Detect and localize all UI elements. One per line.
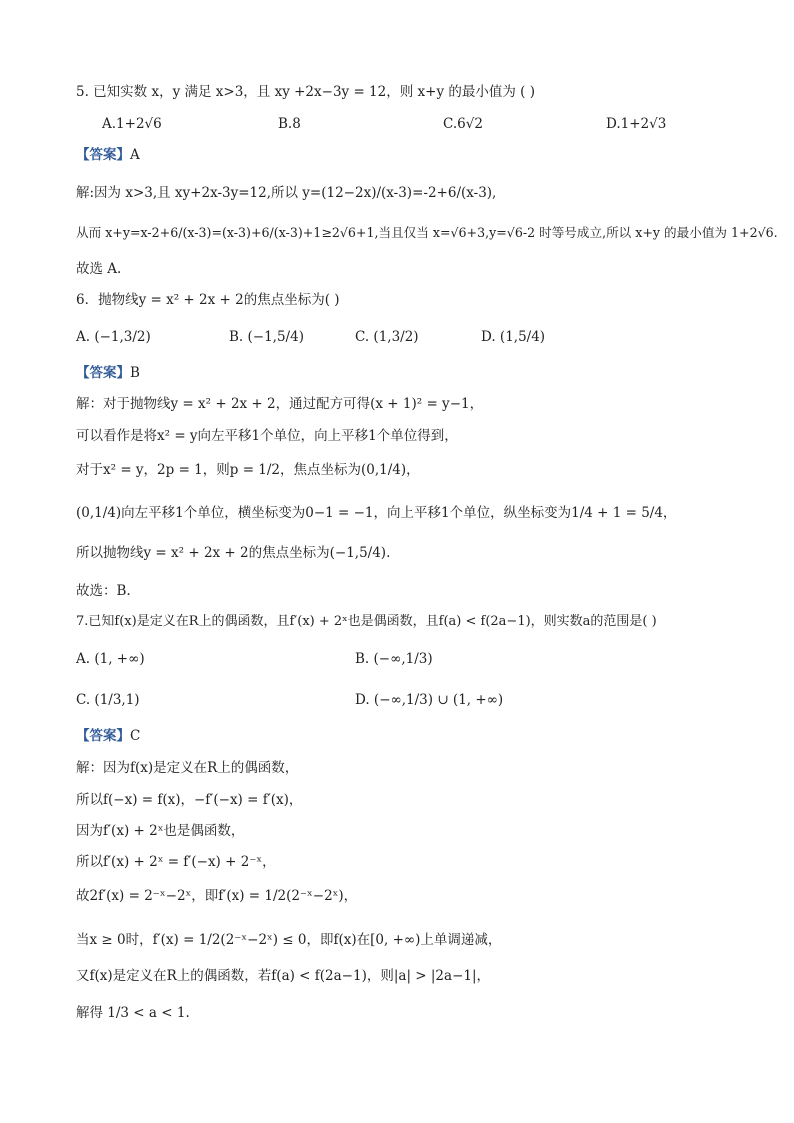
q6-solution-line-4: (0,1/4)向左平移1个单位，横坐标变为0−1 = −1，向上平移1个单位，纵坐标变为1/4 + 1 = 5/4， — [76, 505, 677, 521]
q6-solution-line-2: 可以看作是将x² = y向左平移1个单位，向上平移1个单位得到， — [76, 428, 458, 444]
q6-solution-line-1: 解：对于抛物线y = x² + 2x + 2，通过配方可得(x + 1)² = y−1， — [76, 396, 484, 412]
q7-solution-line-4: 所以f′(x) + 2ˣ = f′(−x) + 2⁻ˣ， — [76, 854, 276, 870]
q5-answer-tag: 【答案】 — [76, 147, 130, 163]
q7-option-b: B. (−∞,1/3) — [355, 651, 433, 667]
q6-solution-line-6: 故选：B. — [76, 583, 131, 599]
q5-answer-value: A — [130, 147, 140, 163]
q7-option-c: C. (1/3,1) — [76, 692, 140, 708]
q7-option-a: A. (1, +∞) — [76, 651, 145, 667]
q5-option-a: A.1+2√6 — [102, 116, 162, 132]
q7-answer-tag: 【答案】 — [76, 728, 130, 744]
q7-option-d: D. (−∞,1/3) ∪ (1, +∞) — [355, 692, 504, 708]
q6-solution-line-5: 所以抛物线y = x² + 2x + 2的焦点坐标为(−1,5/4). — [76, 545, 391, 561]
q6-option-d: D. (1,5/4) — [481, 329, 546, 345]
q6-solution-line-3: 对于x² = y，2p = 1，则p = 1/2，焦点坐标为(0,1/4)， — [76, 462, 420, 478]
q5-option-b: B.8 — [278, 116, 301, 132]
q6-option-a: A. (−1,3/2) — [76, 329, 151, 345]
q7-answer-line — [76, 726, 140, 746]
q6-option-c: C. (1,3/2) — [355, 329, 419, 345]
q6-answer-tag: 【答案】 — [76, 365, 130, 381]
q7-solution-line-7: 又f(x)是定义在R上的偶函数，若f(a) < f(2a−1)，则|a| > |2a−1|， — [76, 968, 491, 984]
q5-stem: 5. 已知实数 x，y 满足 x>3，且 xy +2x−3y = 12，则 x+y 的最小值为 ( ) — [76, 84, 535, 100]
q7-stem: 7.已知f(x)是定义在R上的偶函数，且f′(x) + 2ˣ也是偶函数，且f(a) < f(2a−1)，则实数a的范围是( ) — [76, 614, 657, 629]
q7-solution-line-3: 因为f′(x) + 2ˣ也是偶函数， — [76, 823, 245, 839]
q6-answer-line — [76, 363, 140, 383]
q6-option-b: B. (−1,5/4) — [229, 329, 304, 345]
q5-solution-line-2: 从而 x+y=x-2+6/(x-3)=(x-3)+6/(x-3)+1≥2√6+1,当且仅当 x=√6+3,y=√6-2 时等号成立,所以 x+y 的最小值为 1+2√6. — [76, 225, 778, 240]
q7-solution-line-2: 所以f(−x) = f(x)，−f′(−x) = f′(x)， — [76, 792, 303, 808]
q7-solution-line-5: 故2f′(x) = 2⁻ˣ−2ˣ，即f′(x) = 1/2(2⁻ˣ−2ˣ)， — [76, 888, 358, 904]
q5-solution-line-3: 故选 A. — [76, 261, 122, 277]
q6-stem: 6．抛物线y = x² + 2x + 2的焦点坐标为( ) — [76, 292, 340, 308]
q5-answer-line — [76, 145, 140, 165]
q5-option-d: D.1+2√3 — [606, 116, 667, 132]
q5-solution-line-1: 解:因为 x>3,且 xy+2x-3y=12,所以 y=(12−2x)/(x-3)=-2+6/(x-3), — [76, 185, 497, 201]
q5-option-c: C.6√2 — [443, 116, 483, 132]
q7-solution-line-6: 当x ≥ 0时，f′(x) = 1/2(2⁻ˣ−2ˣ) ≤ 0，即f(x)在[0, +∞)上单调递减， — [76, 932, 502, 948]
q7-solution-line-8: 解得 1/3 < a < 1. — [76, 1005, 190, 1021]
q7-answer-value: C — [130, 728, 141, 744]
q7-solution-line-1: 解：因为f(x)是定义在R上的偶函数， — [76, 760, 299, 776]
q6-answer-value: B — [130, 365, 140, 381]
